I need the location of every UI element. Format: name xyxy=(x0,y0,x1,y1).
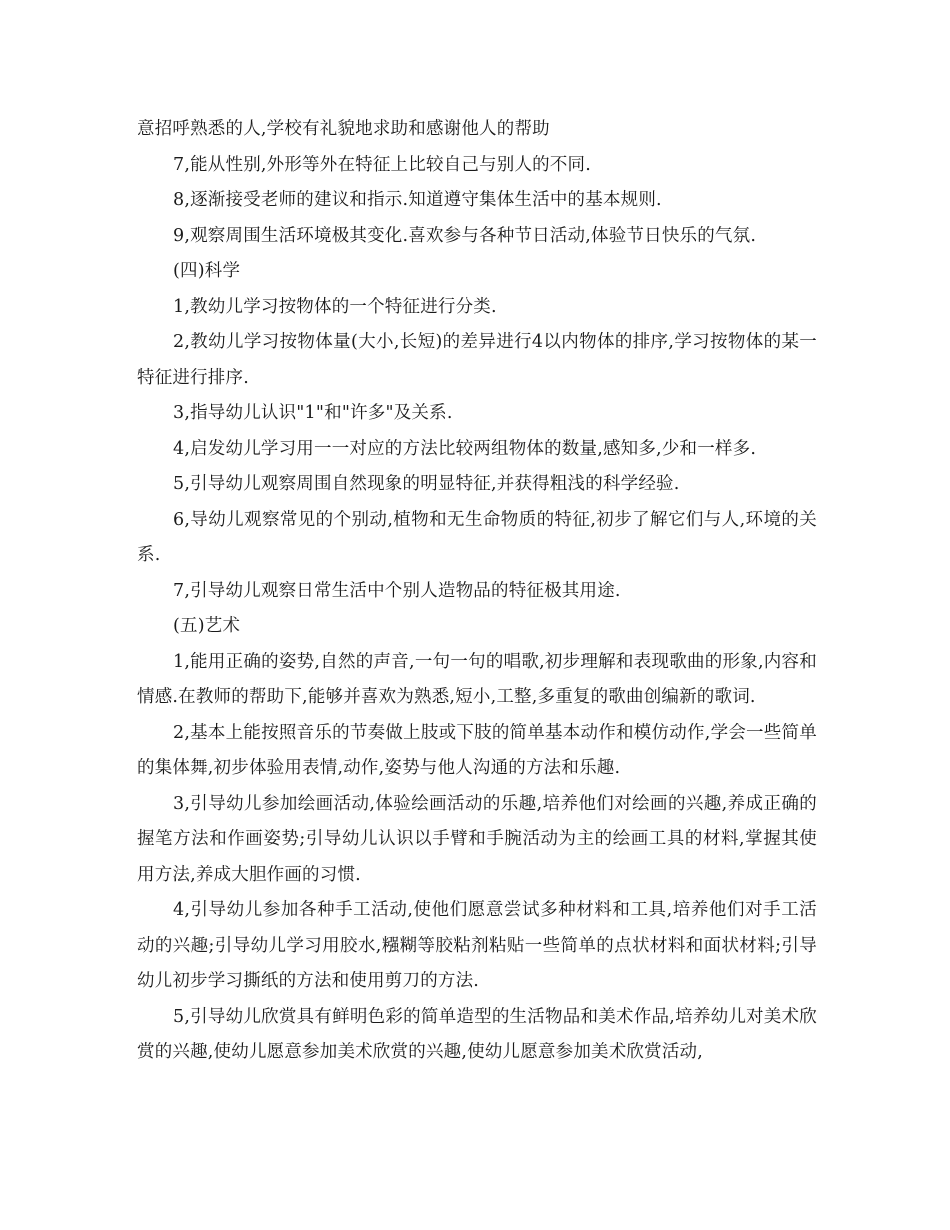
paragraph: 7,引导幼儿观察日常生活中个别人造物品的特征极其用途. xyxy=(173,580,621,601)
paragraph: 1,教幼儿学习按物体的一个特征进行分类. xyxy=(173,296,497,317)
paragraph: 8,逐渐接受老师的建议和指示.知道遵守集体生活中的基本规则. xyxy=(173,190,662,210)
paragraph: 意招呼熟悉的人,学校有礼貌地求助和感谢他人的帮助 xyxy=(137,119,550,139)
paragraph: 7,能从性别,外形等外在特征上比较自己与别人的不同. xyxy=(173,154,592,175)
document-body xyxy=(137,112,817,1071)
paragraph: 6,导幼儿观察常见的个别动,植物和无生命物质的特征,初步了解它们与人,环境的关系. xyxy=(137,509,817,565)
paragraph: 1,能用正确的姿势,自然的声音,一句一句的唱歌,初步理解和表现歌曲的形象,内容和情感.在教师的帮助下,能够并喜欢为熟悉,短小,工整,多重复的歌曲创编新的歌词. xyxy=(137,651,817,707)
paragraph: 3,指导幼儿认识"1"和"许多"及关系. xyxy=(173,403,453,423)
paragraph: 2,基本上能按照音乐的节奏做上肢或下肢的简单基本动作和模仿动作,学会一些简单的集体舞,初步体验用表情,动作,姿势与他人沟通的方法和乐趣. xyxy=(137,722,817,778)
paragraph: 2,教幼儿学习按物体量(大小,长短)的差异进行4以内物体的排序,学习按物体的某一特征进行排序. xyxy=(137,332,817,388)
paragraph: 3,引导幼儿参加绘画活动,体验绘画活动的乐趣,培养他们对绘画的兴趣,养成正确的握笔方法和作画姿势;引导幼儿认识以手臂和手腕活动为主的绘画工具的材料,掌握其使用方法,养成大胆作画的习惯. xyxy=(137,793,817,885)
section-heading: (四)科学 xyxy=(173,261,241,281)
paragraph: 9,观察周围生活环境极其变化.喜欢参与各种节日活动,体验节日快乐的气氛. xyxy=(173,225,757,246)
section-heading: (五)艺术 xyxy=(173,616,241,636)
paragraph: 4,引导幼儿参加各种手工活动,使他们愿意尝试多种材料和工具,培养他们对手工活动的兴趣;引导幼儿学习用胶水,糨糊等胶粘剂粘贴一些简单的点状材料和面状材料;引导幼儿初步学习撕纸的方法和使用剪刀的方法. xyxy=(137,900,817,991)
paragraph: 4,启发幼儿学习用一一对应的方法比较两组物体的数量,感知多,少和一样多. xyxy=(173,438,757,459)
paragraph: 5,引导幼儿欣赏具有鲜明色彩的简单造型的生活物品和美术作品,培养幼儿对美术欣赏的兴趣,使幼儿愿意参加美术欣赏的兴趣,使幼儿愿意参加美术欣赏活动, xyxy=(137,1006,817,1062)
paragraph: 5,引导幼儿观察周围自然现象的明显特征,并获得粗浅的科学经验. xyxy=(173,474,680,494)
